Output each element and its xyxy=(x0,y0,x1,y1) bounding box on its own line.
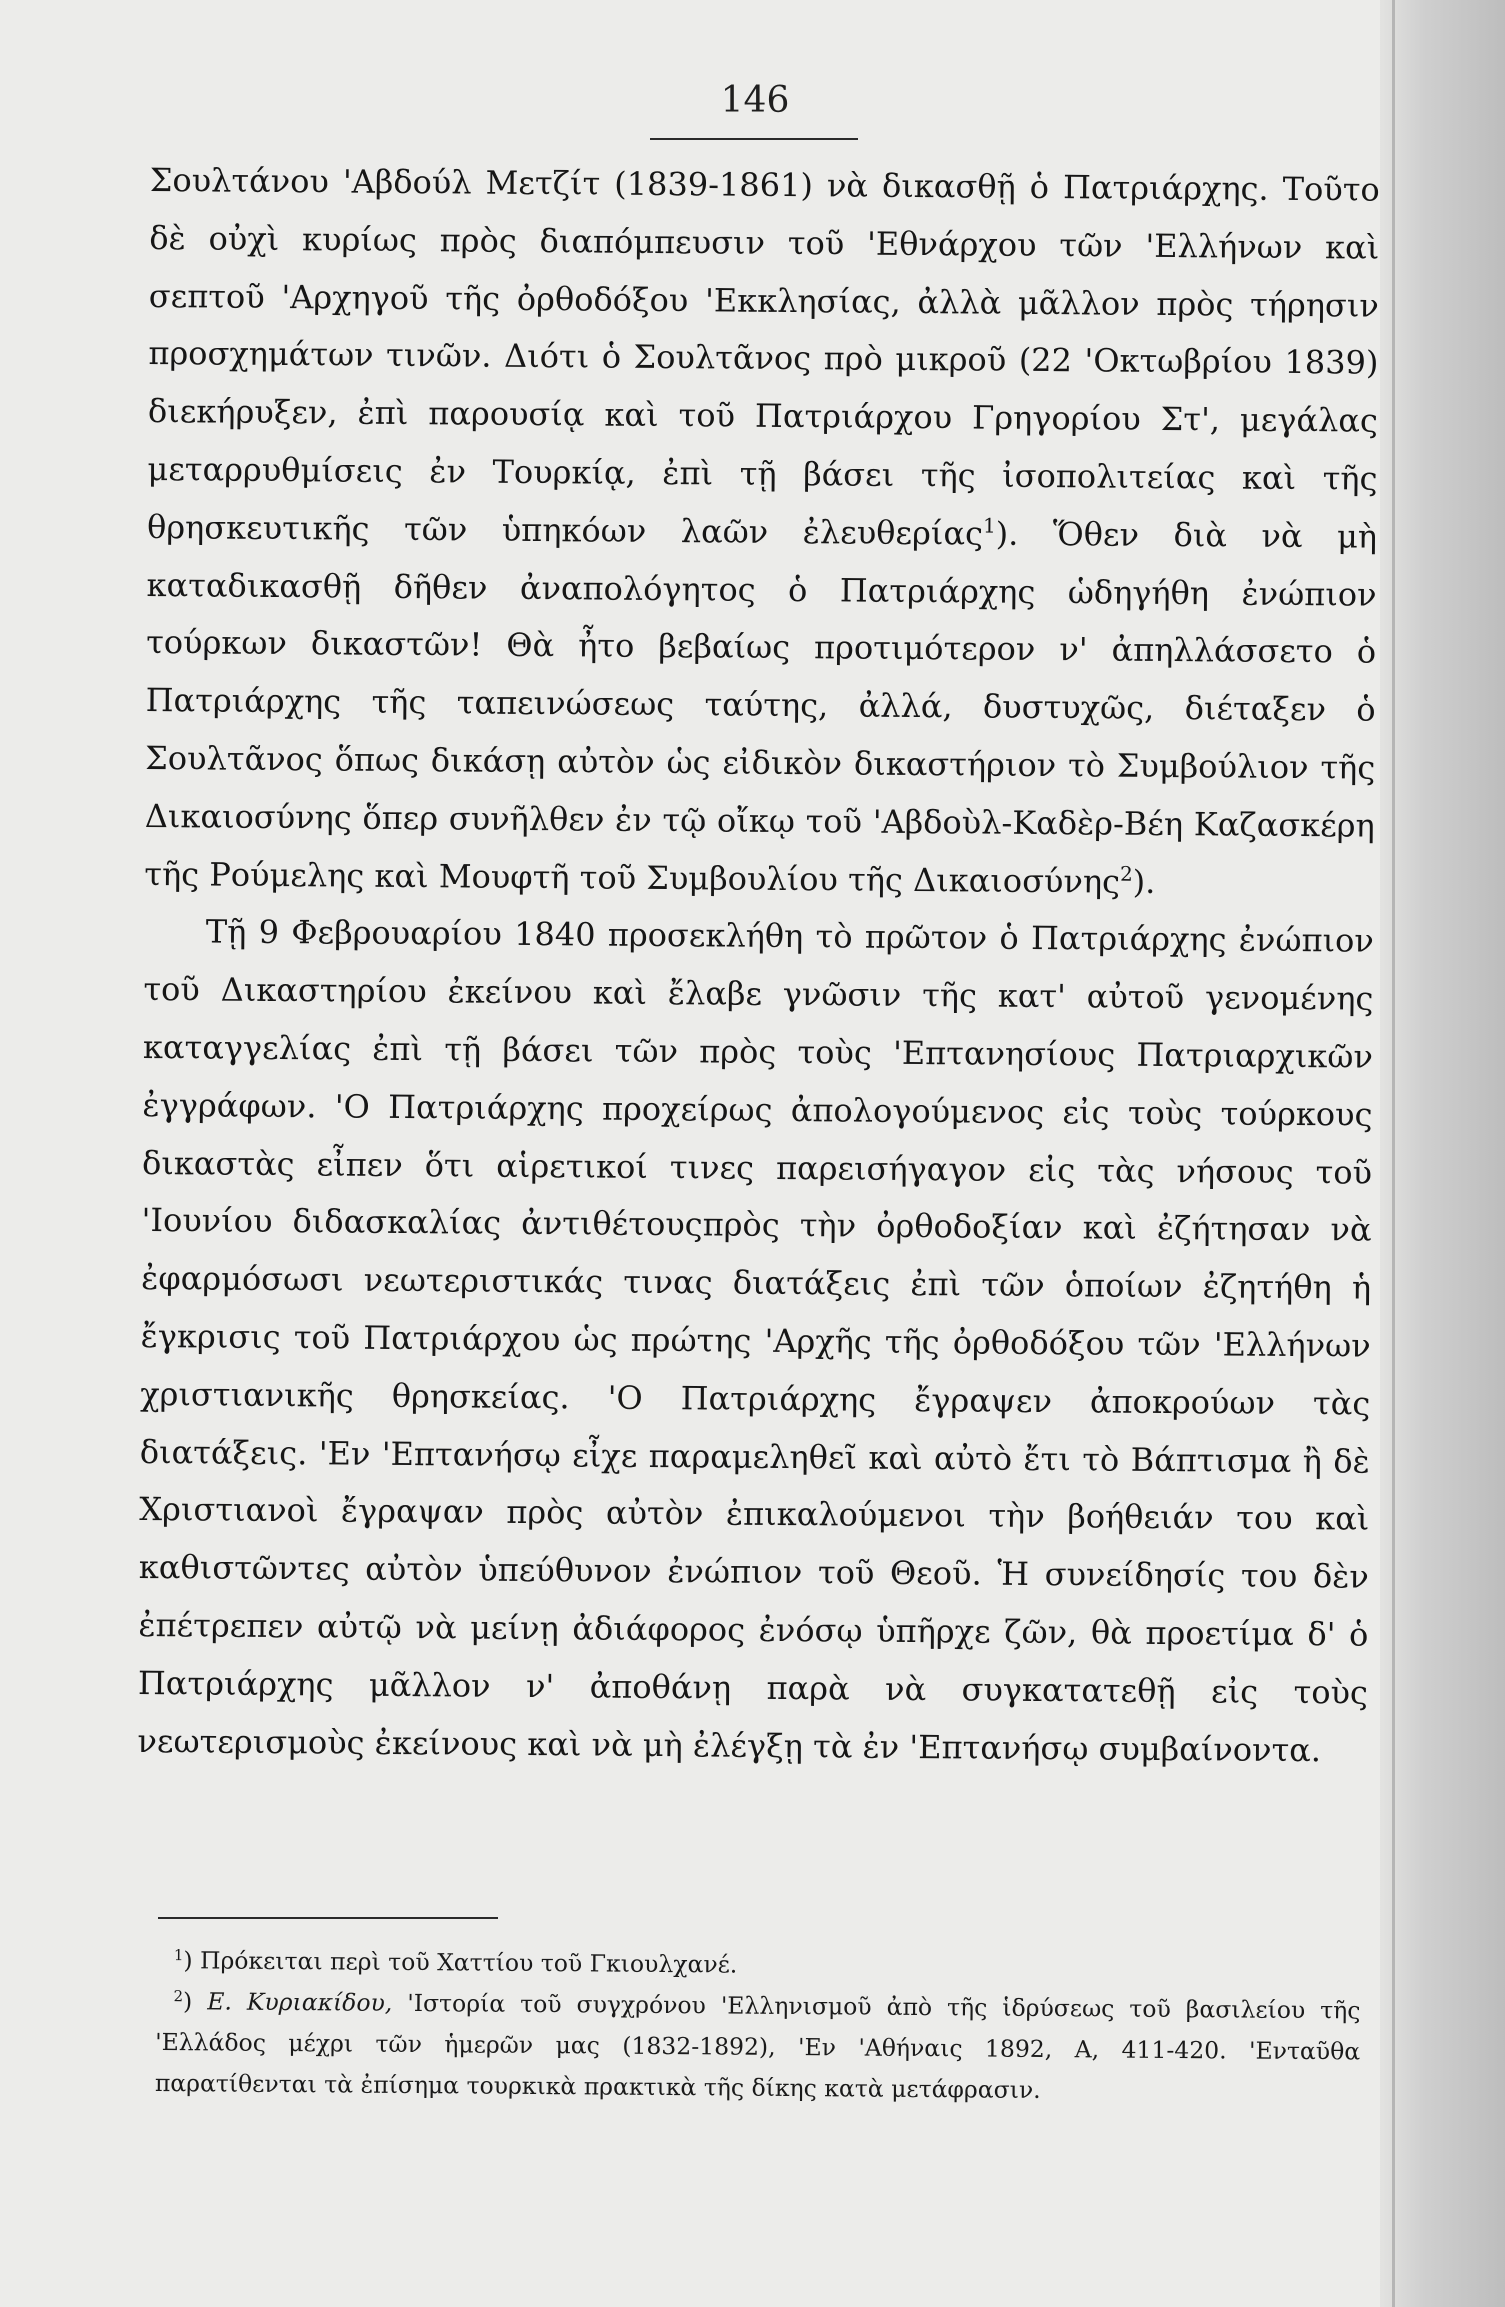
paragraph-1-text: Σουλτάνου 'Αβδούλ Μετζίτ (1839-1861) νὰ δικασθῇ ὁ Πατριάρχης. Τοῦτο δὲ οὐχὶ κυρίως πρὸς διαπόμπευσιν τοῦ 'Εθνάρχου τῶν 'Ελλήνων καὶ σεπτοῦ 'Αρχηγοῦ τῆς ὀρθοδόξου 'Εκκλησίας, ἀλλὰ μᾶλλον πρὸς τήρησιν προσχημάτων τινῶν. Διότι ὁ Σουλτᾶνος πρὸ μικροῦ (22 'Οκτωβρίου 1839) διεκήρυξεν, ἐπὶ παρουσίᾳ καὶ τοῦ Πατριάρχου Γρηγορίου Στ', μεγάλας μεταρρυθμίσεις ἐν Τουρκίᾳ, ἐπὶ τῇ βάσει τῆς ἰσοπολιτείας καὶ τῆς θρησκευτικῆς τῶν ὑπηκόων λαῶν ἐλευθερίας xyxy=(146,160,1380,553)
footnote-2-sep: ) xyxy=(182,1987,208,2016)
footnote-1-mark: 1 xyxy=(173,1946,184,1965)
footnote-2 xyxy=(155,1981,1361,2113)
paragraph-1 xyxy=(144,152,1380,913)
footnote-2-text: 'Ιστορία τοῦ συγχρόνου 'Ελληνισμοῦ ἀπὸ τῆς ἱδρύσεως τοῦ βασιλείου τῆς 'Ελλάδος μέχρι τῶν ἡμερῶν μας (1832-1892), 'Εν 'Αθήναις 1892, Α, 411-420. 'Ενταῦθα παρατίθενται τὰ ἐπίσημα τουρκικὰ πρακτικὰ τῆς δίκης κατὰ μετάφρασιν. xyxy=(154,1988,1361,2104)
page-number: 146 xyxy=(720,80,790,121)
footnote-ref-2: 2 xyxy=(1119,861,1133,886)
paragraph-2: Τῇ 9 Φεβρουαρίου 1840 προσεκλήθη τὸ πρῶτον ὁ Πατριάρχης ἐνώπιον τοῦ Δικαστηρίου ἐκείνου καὶ ἔλαβε γνῶσιν τῆς κατ' αὐτοῦ γενομένης καταγγελίας ἐπὶ τῇ βάσει τῶν πρὸς τοὺς 'Επτανησίους Πατριαρχικῶν ἐγγράφων. 'Ο Πατριάρχης προχείρως ἀπολογούμενος εἰς τοὺς τούρκους δικαστὰς εἶπεν ὅτι αἱρετικοί τινες παρεισήγαγον εἰς τὰς νήσους τοῦ 'Ιουνίου διδασκαλίας ἀντιθέτουςπρὸς τὴν ὀρθοδοξίαν καὶ ἐζήτησαν νὰ ἐφαρμόσωσι νεωτεριστικάς τινας διατάξεις ἐπὶ τῶν ὁποίων ἐζητήθη ἡ ἔγκρισις τοῦ Πατριάρχου ὡς πρώτης 'Αρχῆς τῆς ὀρθοδόξου τῶν 'Ελλήνων χριστιανικῆς θρησκείας. 'Ο Πατριάρχης ἔγραψεν ἀποκρούων τὰς διατάξεις. 'Εν 'Επτανήσῳ εἶχε παραμεληθεῖ καὶ αὐτὸ ἔτι τὸ Βάπτισμα ἢ δὲ Χριστιανοὶ ἔγραψαν πρὸς αὐτὸν ἐπικαλούμενοι τὴν βοήθειάν του καὶ καθιστῶντες αὐτὸν ὑπεύθυνον ἐνώπιον τοῦ Θεοῦ. Ἡ συνείδησίς του δὲν ἐπέτρεπεν αὐτῷ νὰ μείνῃ ἀδιάφορος ἐνόσῳ ὑπῆρχε ζῶν, θὰ προετίμα δ' ὁ Πατριάρχης μᾶλλον ν' ἀποθάνῃ παρὰ νὰ συγκατατεθῇ εἰς τοὺς νεωτερισμοὺς ἐκείνους καὶ νὰ μὴ ἐλέγξῃ τὰ ἐν 'Επτανήσῳ συμβαίνοντα. xyxy=(137,912,1374,1769)
paragraph-1-continued: ). Ὅθεν διὰ νὰ μὴ καταδικασθῇ δῆθεν ἀναπολόγητος ὁ Πατριάρχης ὡδηγήθη ἐνώπιον τούρκων δικαστῶν! Θὰ ἦτο βεβαίως προτιμότερον ν' ἀπηλλάσσετο ὁ Πατριάρχης τῆς ταπεινώσεως ταύτης, ἀλλά, δυστυχῶς, διέταξεν ὁ Σουλτᾶνος ὅπως δικάσῃ αὐτὸν ὡς εἰδικὸν δικαστήριον τὸ Συμβούλιον τῆς Δικαιοσύνης ὅπερ συνῆλθεν ἐν τῷ οἴκῳ τοῦ 'Αβδοὺλ-Καδὲρ-Βέη Καζασκέρη τῆς Ρούμελης καὶ Μουφτῆ τοῦ Συμβουλίου τῆς Δικαιοσύνης xyxy=(144,514,1378,901)
footnote-separator xyxy=(158,1917,498,1919)
page-gutter-shadow xyxy=(1380,0,1505,2307)
footnote-2-mark: 2 xyxy=(173,1987,184,2006)
footnote-2-author: Ε. Κυριακίδου, xyxy=(207,1987,393,2017)
page-edge xyxy=(1392,0,1395,2307)
body-text xyxy=(137,152,1380,1780)
footnotes xyxy=(155,1940,1361,2113)
footnote-ref-1: 1 xyxy=(982,513,996,538)
paragraph-1-end: ). xyxy=(1132,862,1156,901)
footnote-1-text: ) Πρόκειται περὶ τοῦ Χαττίου τοῦ Γκιουλχανέ. xyxy=(183,1946,738,1979)
page-number-rule xyxy=(650,138,858,140)
